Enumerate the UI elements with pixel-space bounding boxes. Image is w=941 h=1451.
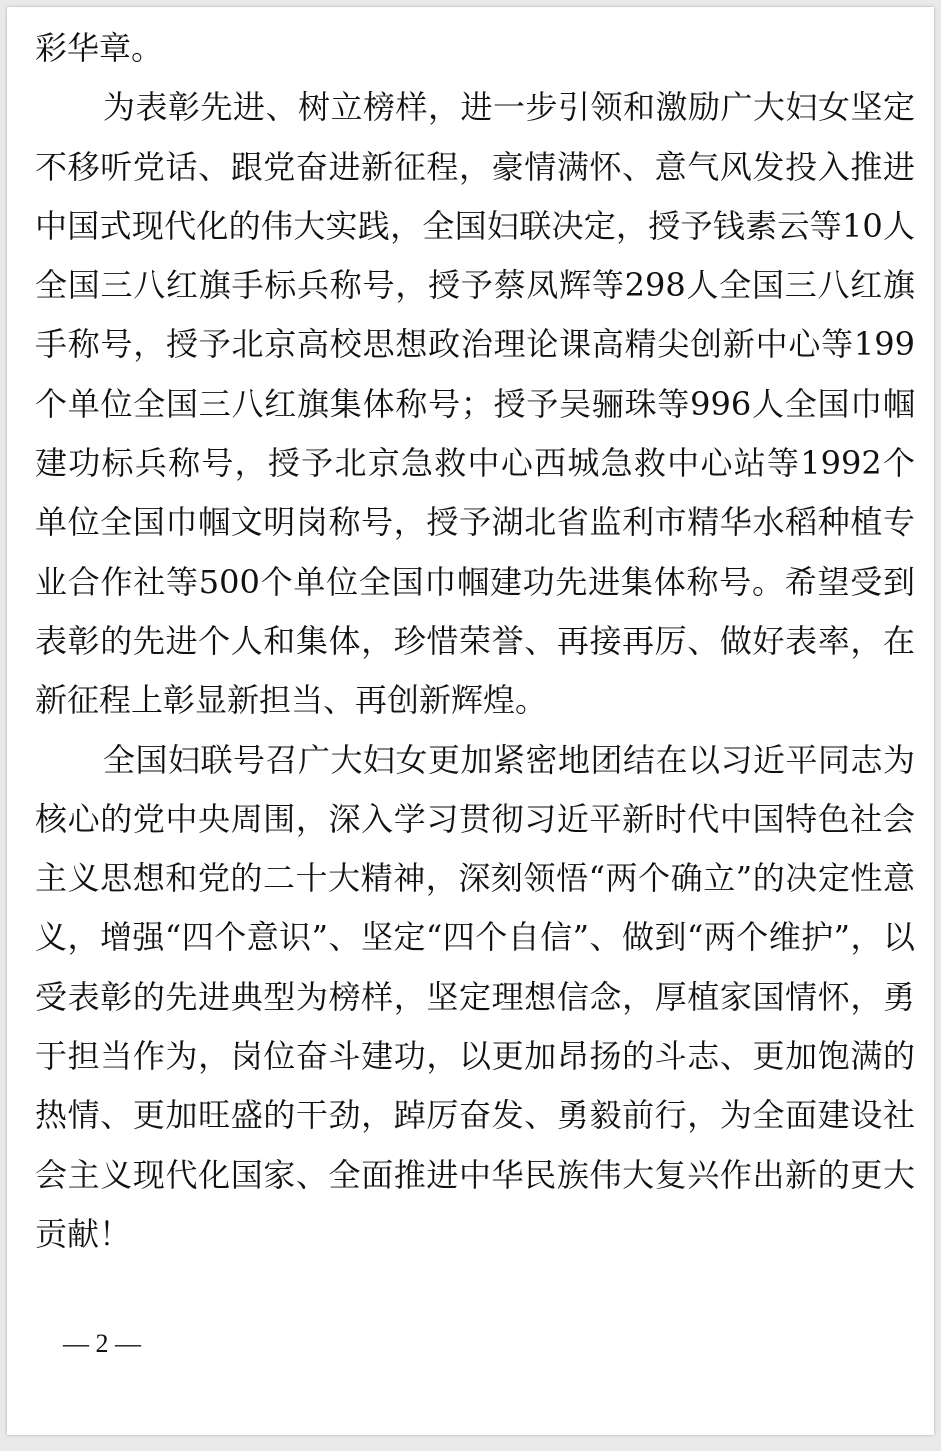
page-number: — 2 — bbox=[63, 1329, 141, 1358]
document-body bbox=[35, 19, 915, 1264]
document-page bbox=[7, 7, 934, 1435]
paragraph-call-to-action: 全国妇联号召广大妇女更加紧密地团结在以习近平同志为核心的党中央周围，深入学习贯彻习近平新时代中国特色社会主义思想和党的二十大精神，深刻领悟“两个确立”的决定性意义，增强“四个意识”、坚定“四个自信”、做到“两个维护”，以受表彰的先进典型为榜样，坚定理想信念，厚植家国情怀，勇于担当作为，岗位奋斗建功，以更加昂扬的斗志、更加饱满的热情、更加旺盛的干劲，踔厉奋发、勇毅前行，为全面建设社会主义现代化国家、全面推进中华民族伟大复兴作出新的更大贡献！ bbox=[35, 740, 915, 1253]
paragraph-commendation: 为表彰先进、树立榜样，进一步引领和激励广大妇女坚定不移听党话、跟党奋进新征程，豪情满怀、意气风发投入推进中国式现代化的伟大实践，全国妇联决定，授予钱素云等10人全国三八红旗手标兵称号，授予蔡凤辉等298人全国三八红旗手称号，授予北京高校思想政治理论课高精尖创新中心等199个单位全国三八红旗集体称号；授予吴骊珠等996人全国巾帼建功标兵称号，授予北京急救中心西城急救中心站等1992个单位全国巾帼文明岗称号，授予湖北省监利市精华水稻种植专业合作社等500个单位全国巾帼建功先进集体称号。希望受到表彰的先进个人和集体，珍惜荣誉、再接再厉、做好表率，在新征程上彰显新担当、再创新辉煌。 bbox=[35, 88, 915, 720]
paragraph-continuation: 彩华章。 bbox=[35, 29, 164, 67]
